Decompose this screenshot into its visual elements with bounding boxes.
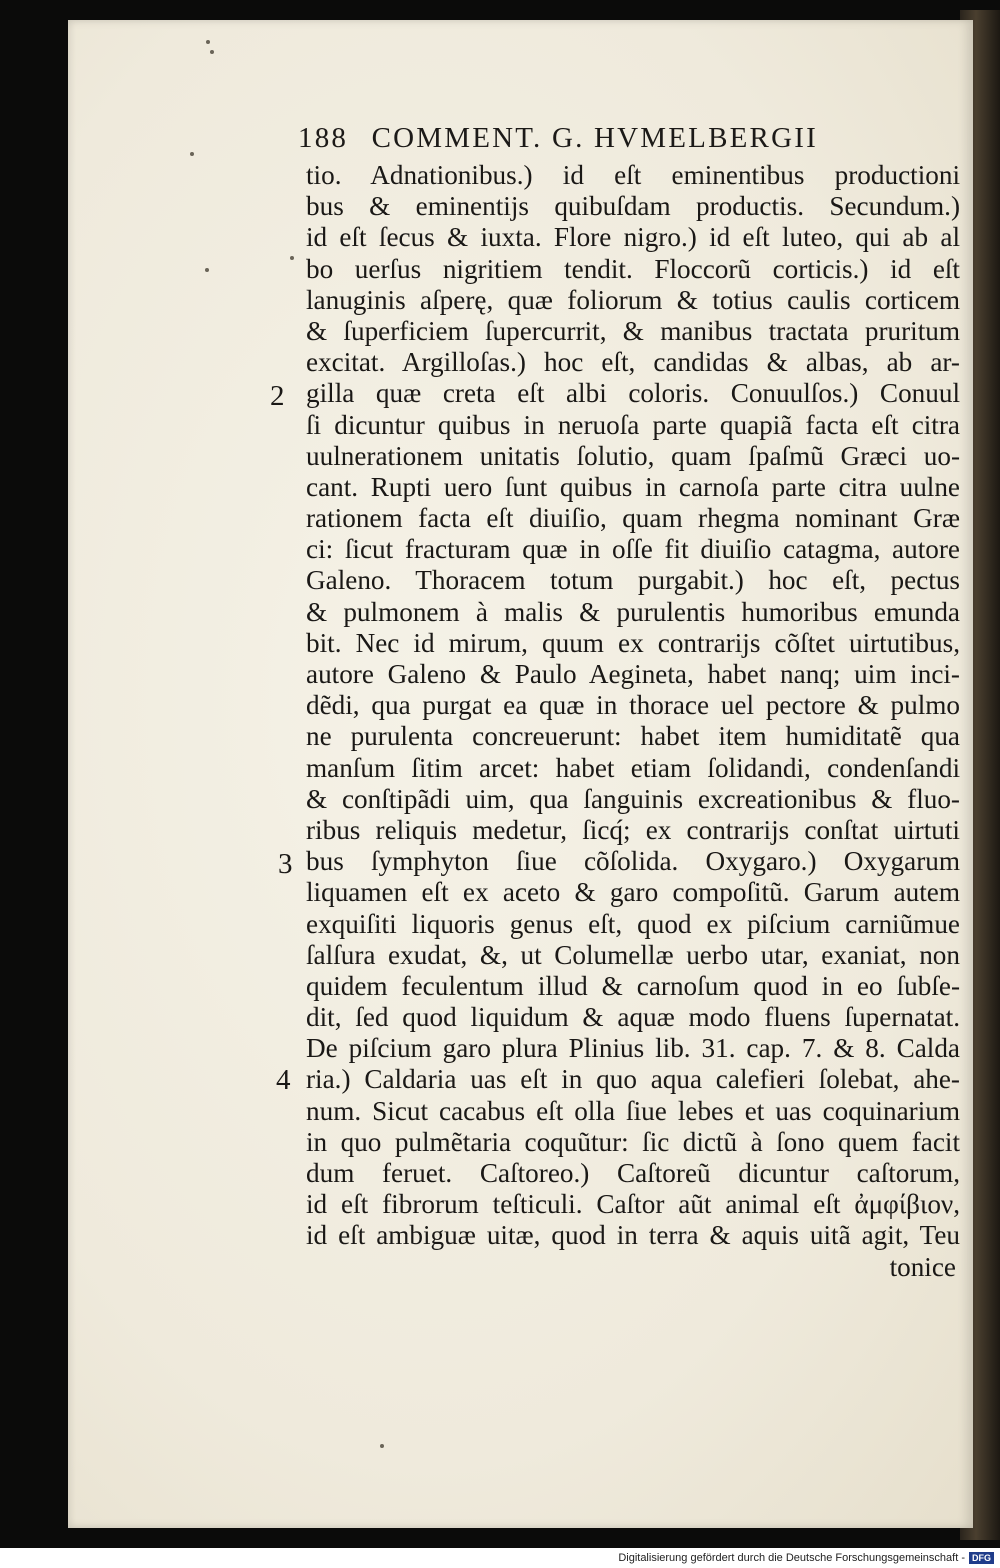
text-line: lanuginis aſperę, quæ foliorum & totius caulis corticem (306, 284, 960, 315)
margin-note-marker: 4 (276, 1064, 291, 1096)
text-line: autore Galeno & Paulo Aegineta, habet nanq; uim inci- (306, 659, 960, 689)
text-line: in quo pulmẽtaria coquũtur: ſic dictũ à ſono quem facit (306, 1126, 960, 1157)
funding-credit: Digitalisierung gefördert durch die Deutsche Forschungsgemeinschaft - (618, 1552, 965, 1564)
paper-speck (210, 50, 214, 54)
page-number: 188 (298, 122, 349, 154)
text-line: num. Sicut cacabus eſt olla ſiue lebes et uas coquinarium (306, 1095, 960, 1126)
text-line: quidem feculentum illud & carnoſum quod in eo ſubſe- (306, 970, 960, 1001)
paper-speck (380, 1444, 384, 1448)
commentary-text (306, 160, 960, 1283)
paper-speck (190, 152, 194, 156)
margin-note-marker: 2 (270, 380, 285, 412)
text-line: id eſt ambiguæ uitæ, quod in terra & aquis uitã agit, Teu (306, 1220, 960, 1251)
text-line: bus ſymphyton ſiue cõſolida. Oxygaro.) Oxygarum (306, 846, 960, 877)
text-line: ne purulenta concreuerunt: habet item humiditatẽ qua (306, 721, 960, 752)
digitization-footer (0, 1548, 1000, 1568)
text-line: bit. Nec id mirum, quum ex contrarijs cõſtet uirtutibus, (306, 627, 960, 658)
paper-speck (206, 40, 210, 44)
text-line: & ſuperficiem ſupercurrit, & manibus tractata pruritum (306, 315, 960, 346)
running-title: COMMENT. G. HVMELBERGII (371, 122, 818, 154)
text-line: Galeno. Thoracem totum purgabit.) hoc eſt, pectus (306, 565, 960, 596)
margin-note-marker: 3 (278, 848, 293, 880)
text-line: & conſtipãdi uim, qua ſanguinis excreationibus & fluo- (306, 783, 960, 814)
text-line: ribus reliquis medetur, ſicq́; ex contrarijs conſtat uirtuti (306, 814, 960, 845)
paper-speck (205, 268, 209, 272)
text-line: excitat. Argilloſas.) hoc eſt, candidas & albas, ab ar- (306, 347, 960, 378)
text-line: id eſt ſecus & iuxta. Flore nigro.) id eſt luteo, qui ab al (306, 222, 960, 253)
catchword: tonice (889, 1251, 956, 1282)
text-line: ci: ſicut fracturam quæ in oſſe fit diuiſio catagma, autore (306, 534, 960, 565)
text-line: dum feruet. Caſtoreo.) Caſtoreũ dicuntur caſtorum, (306, 1158, 960, 1188)
text-line: id eſt fibrorum teſticuli. Caſtor aũt animal eſt ἀμφίβιον, (306, 1189, 960, 1220)
text-line: gilla quæ creta eſt albi coloris. Conuulſos.) Conuul (306, 378, 960, 409)
text-line: ſalſura exudat, &, ut Columellæ uerbo utar, exaniat, non (306, 939, 960, 970)
text-line: ſi dicuntur quibus in neruoſa parte quapiã facta eſt citra (306, 409, 960, 440)
text-line: dit, ſed quod liquidum & aquæ modo fluens ſupernatat. (306, 1002, 960, 1033)
text-line: tio. Adnationibus.) id eſt eminentibus productioni (306, 160, 960, 190)
text-line: cant. Rupti uero ſunt quibus in carnoſa parte citra uulne (306, 471, 960, 502)
paper-speck (290, 256, 294, 260)
running-header (298, 122, 938, 162)
text-line: bo uerſus nigritiem tendit. Floccorũ corticis.) id eſt (306, 253, 960, 284)
text-line: exquiſiti liquoris genus eſt, quod ex piſcium carniũmue (306, 908, 960, 939)
text-line: bus & eminentijs quibuſdam productis. Secundum.) (306, 191, 960, 222)
text-line: rationem facta eſt diuiſio, quam rhegma nominant Græ (306, 503, 960, 534)
text-line: & pulmonem à malis & purulentis humoribus emunda (306, 596, 960, 627)
text-line: De piſcium garo plura Plinius lib. 31. cap. 7. & 8. Calda (306, 1033, 960, 1064)
text-line: dẽdi, qua purgat ea quæ in thorace uel pectore & pulmo (306, 690, 960, 721)
text-line: uulnerationem unitatis ſolutio, quam ſpaſmũ Græci uo- (306, 440, 960, 471)
text-line: liquamen eſt ex aceto & garo compoſitũ. Garum autem (306, 877, 960, 908)
text-line: ria.) Caldaria uas eſt in quo aqua calefieri ſolebat, ahe- (306, 1064, 960, 1095)
dfg-logo: DFG (969, 1552, 994, 1564)
text-line: manſum ſitim arcet: habet etiam ſolidandi, condenſandi (306, 752, 960, 783)
